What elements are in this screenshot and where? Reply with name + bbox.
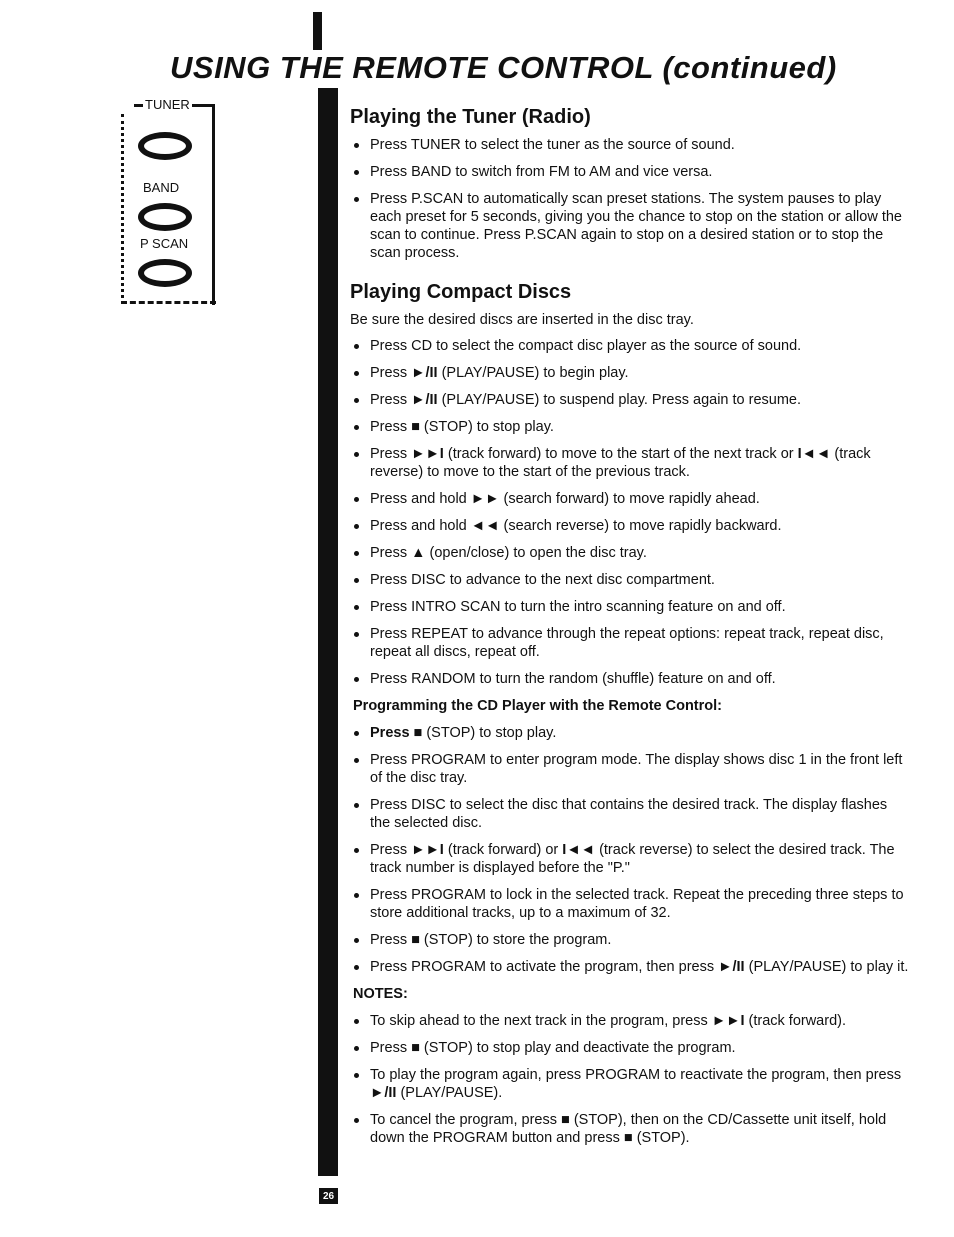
item-text: Press — [370, 842, 408, 858]
list-item — [350, 841, 910, 877]
item-text: (search forward) to move rapidly ahead. — [503, 491, 760, 507]
tuner-button-label: TUNER — [145, 97, 190, 112]
item-text: Press — [370, 545, 408, 561]
list-item — [350, 1111, 910, 1147]
stop-icon: ■ — [413, 725, 423, 741]
item-text: (track forward) to move to the start of the next track or — [447, 446, 794, 462]
stop-icon: ■ — [411, 419, 420, 435]
eject-icon: ▲ — [411, 545, 426, 561]
item-text: (STOP), then on the CD/Cassette unit itself, hold down the PROGRAM button and press — [370, 1112, 887, 1146]
item-text: To skip ahead to the next track in the program, press — [370, 1013, 708, 1029]
list-item: Press INTRO SCAN to turn the intro scanning feature on and off. — [350, 598, 910, 616]
list-item: Press DISC to select the disc that contains the desired track. The display flashes the selected disc. — [350, 796, 910, 832]
item-text: Press — [370, 725, 410, 741]
list-item — [350, 1039, 910, 1057]
list-item — [350, 931, 910, 949]
tuner-heading: Playing the Tuner (Radio) — [350, 106, 591, 128]
item-text: Press and hold — [370, 491, 467, 507]
band-button[interactable] — [138, 203, 192, 231]
item-text: Press — [370, 446, 408, 462]
cd-bullets — [350, 337, 910, 688]
page-title: USING THE REMOTE CONTROL (continued) — [170, 50, 837, 85]
list-item — [350, 445, 910, 481]
list-item — [350, 364, 910, 382]
tuner-button[interactable] — [138, 132, 192, 160]
header-tick-mark — [313, 12, 322, 50]
remote-bottom-dashed-edge — [121, 301, 216, 304]
notes-bullets — [350, 1012, 910, 1147]
page-number: 26 — [319, 1188, 338, 1204]
stop-icon: ■ — [623, 1130, 633, 1146]
item-text: Press — [370, 1040, 408, 1056]
stop-icon: ■ — [411, 1040, 420, 1056]
track-forward-icon: ►►I — [711, 1013, 745, 1029]
list-item — [350, 724, 910, 742]
item-text: (PLAY/PAUSE) to suspend play. Press again to resume. — [441, 392, 802, 408]
item-text: (PLAY/PAUSE) to play it. — [748, 959, 909, 975]
band-button-label: BAND — [143, 180, 180, 195]
item-text: (STOP) to stop play. — [423, 419, 554, 435]
remote-control-diagram — [118, 97, 222, 308]
list-item — [350, 418, 910, 436]
play-pause-icon: ►/II — [370, 1085, 397, 1101]
list-item: Press BAND to switch from FM to AM and vice versa. — [350, 163, 910, 181]
vertical-rule — [318, 88, 338, 1176]
remote-left-dashed-edge — [121, 114, 124, 304]
item-text: (track forward). — [748, 1013, 847, 1029]
pscan-button-label: P SCAN — [140, 236, 189, 251]
list-item: Press CD to select the compact disc player as the source of sound. — [350, 337, 910, 355]
item-text: Press and hold — [370, 518, 467, 534]
item-text: (open/close) to open the disc tray. — [429, 545, 647, 561]
search-reverse-icon: ◄◄ — [470, 518, 500, 534]
pscan-button[interactable] — [138, 259, 192, 287]
item-text: (STOP). — [636, 1130, 690, 1146]
track-forward-icon: ►►I — [411, 842, 444, 858]
list-item — [350, 1066, 910, 1102]
play-pause-icon: ►/II — [411, 392, 438, 408]
item-text: Press — [370, 365, 408, 381]
item-text: (STOP) to stop play and deactivate the program. — [423, 1040, 736, 1056]
list-item — [350, 1012, 910, 1030]
programming-heading: Programming the CD Player with the Remote Control: — [353, 698, 722, 714]
programming-bullets — [350, 724, 910, 976]
item-text: (PLAY/PAUSE). — [400, 1085, 503, 1101]
play-pause-icon: ►/II — [718, 959, 745, 975]
list-item — [350, 490, 910, 508]
item-text: Press — [370, 932, 408, 948]
item-text: To play the program again, press PROGRAM to reactivate the program, then press — [370, 1067, 902, 1083]
item-text: (track reverse) to move to the start of the previous track. — [370, 446, 871, 480]
track-forward-icon: ►►I — [411, 446, 444, 462]
list-item — [350, 391, 910, 409]
item-text: (STOP) to stop play. — [426, 725, 557, 741]
list-item: Press REPEAT to advance through the repeat options: repeat track, repeat disc, repeat all discs, repeat off. — [350, 625, 910, 661]
notes-heading: NOTES: — [353, 986, 408, 1002]
tuner-bullets — [350, 136, 910, 262]
track-reverse-icon: I◄◄ — [562, 842, 596, 858]
stop-icon: ■ — [411, 932, 420, 948]
play-pause-icon: ►/II — [411, 365, 438, 381]
item-text: (track forward) or — [447, 842, 559, 858]
stop-icon: ■ — [561, 1112, 570, 1128]
list-item — [350, 517, 910, 535]
cd-intro: Be sure the desired discs are inserted in the disc tray. — [350, 312, 694, 328]
cd-heading: Playing Compact Discs — [350, 281, 572, 303]
remote-right-edge — [212, 104, 215, 305]
track-reverse-icon: I◄◄ — [797, 446, 831, 462]
list-item: Press PROGRAM to enter program mode. The display shows disc 1 in the front left of the disc tray. — [350, 751, 910, 787]
list-item — [350, 544, 910, 562]
item-text: Press — [370, 419, 408, 435]
list-item: Press P.SCAN to automatically scan preset stations. The system pauses to play each preset for 5 seconds, giving you the chance to stop on the station or allow the scan to continue. Press P.SCAN again to stop on a desired station or to stop the scan process. — [350, 190, 910, 262]
item-text: Press PROGRAM to activate the program, then press — [370, 959, 715, 975]
list-item: Press TUNER to select the tuner as the source of sound. — [350, 136, 910, 154]
list-item — [350, 958, 910, 976]
item-text: (STOP) to store the program. — [423, 932, 612, 948]
search-forward-icon: ►► — [470, 491, 500, 507]
list-item: Press DISC to advance to the next disc compartment. — [350, 571, 910, 589]
item-text: To cancel the program, press — [370, 1112, 557, 1128]
item-text: (search reverse) to move rapidly backward. — [503, 518, 782, 534]
item-text: Press — [370, 392, 408, 408]
list-item: Press RANDOM to turn the random (shuffle) feature on and off. — [350, 670, 910, 688]
item-text: (PLAY/PAUSE) to begin play. — [441, 365, 629, 381]
list-item: Press PROGRAM to lock in the selected track. Repeat the preceding three steps to store additional tracks, up to a maximum of 32. — [350, 886, 910, 922]
item-text: (track reverse) to select the desired track. The track number is displayed before the "P." — [370, 842, 895, 876]
main-content — [350, 104, 910, 1156]
